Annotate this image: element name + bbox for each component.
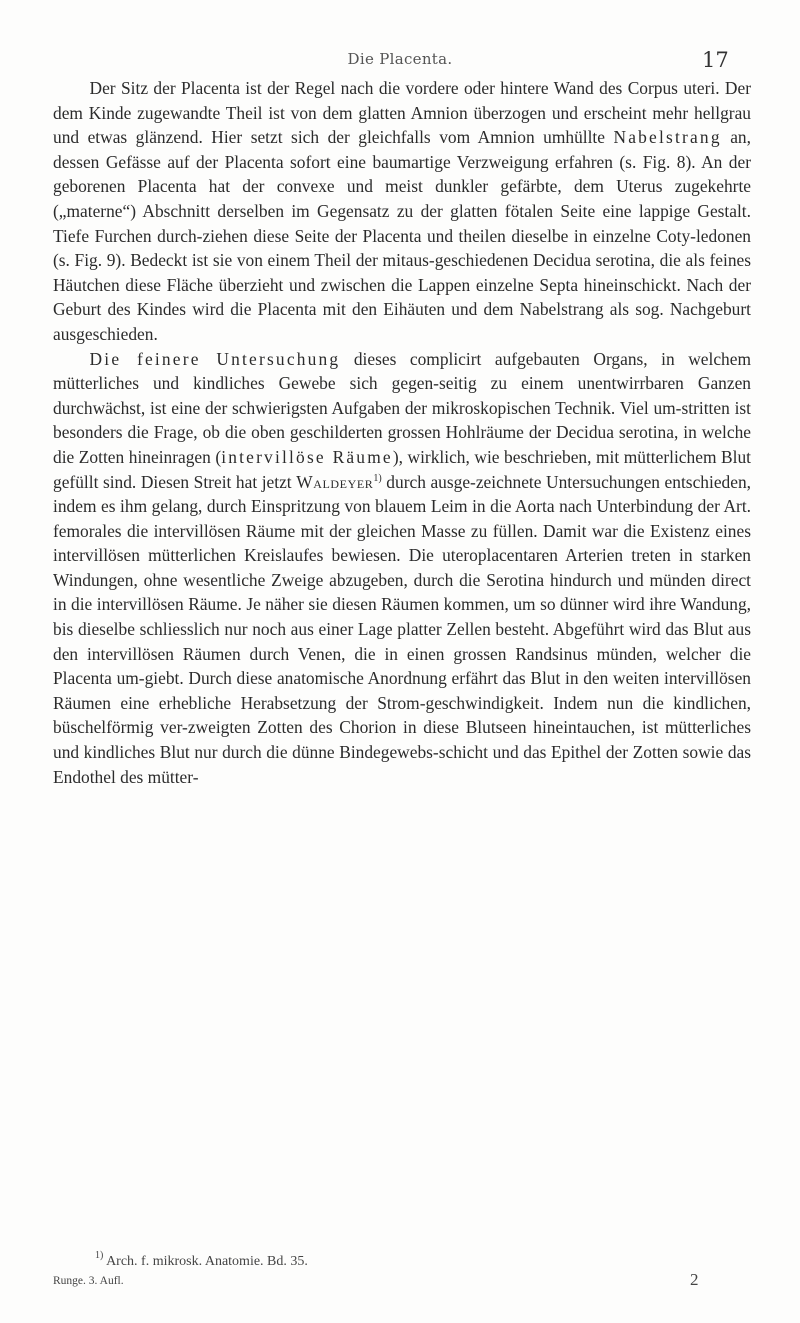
paragraph-text: dieses complicirt aufgebauten Organs, in welchem mütterliches und kindliches Gewebe sich gegen-seitig zu einem unentwirrbaren Ganzen durchwächst, ist eine der schwierigsten Aufgaben der mikroskopischen Technik. Viel um-stritten ist besonders die Frage, ob die oben geschilderten grossen Hohlräume der Decidua serotina, in welche die Zotten hineinragen ( — [53, 348, 751, 467]
signature-line: Runge. 3. Aufl. — [53, 1275, 124, 1287]
emphasized-term-intervillose-raume: intervillöse Räume — [221, 446, 393, 467]
running-title: Die Placenta. — [347, 50, 453, 68]
paragraph-text: ), wirklich, wie beschrieben, mit mütterlichem Blut gefüllt sind. Diesen Streit hat jetzt — [53, 446, 751, 492]
paragraph-fine-structure — [53, 347, 751, 790]
footnote-reference: 1) — [373, 472, 382, 484]
paragraph-text: durch ausge-zeichnete Untersuchungen entschieden, indem es ihm gelang, durch Einspritzung von blauem Leim in die Aorta nach Unterbindung der Art. femorales die intervillösen Räume mit der gleichen Masse zu füllen. Damit war die Existenz eines intervillösen mütterlichen Kreislaufes bewiesen. Die uteroplacentaren Arterien treten in starken Windungen, ohne wesentliche Zweige abzugeben, durch die Serotina hindurch und münden direct in die intervillösen Räume. Je näher sie diesen Räumen kommen, um so dünner wird ihre Wandung, bis dieselbe schliesslich nur noch aus einer Lage platter Zellen besteht. Abgeführt wird das Blut aus den intervillösen Räumen durch Venen, die in einen grossen Randsinus münden, welcher die Placenta um-giebt. Durch diese anatomische Anordnung erfährt das Blut in den weiten intervillösen Räumen eine erhebliche Herabsetzung der Strom-geschwindigkeit. Indem nun die kindlichen, büschelförmig ver-zweigten Zotten des Chorion in diese Blutseen hineintauchen, ist mütterliches und kindliches Blut nur durch die dünne Bindegewebs-schicht und das Epithel der Zotten sowie das Endothel des mütter- — [53, 471, 751, 787]
sheet-number: 2 — [690, 1270, 699, 1289]
footnote-mark: 1) — [95, 1250, 104, 1261]
body-text — [53, 76, 751, 789]
paragraph-text: Der Sitz der Placenta ist der Regel nach die vordere oder hintere Wand des Corpus uteri. Der dem Kinde zugewandte Theil ist von dem glatten Amnion überzogen und erscheint mehr hellgrau und etwas glänzend. Hier setzt sich der gleichfalls vom Amnion umhüllte — [53, 78, 751, 148]
emphasized-term-nabelstrang: Nabelstrang — [613, 127, 722, 148]
page-number: 17 — [702, 48, 729, 72]
paragraph-text: an, dessen Gefässe auf der Placenta sofort eine baumartige Verzweigung erfahren (s. Fig. 8). An der geborenen Placenta hat der convexe und meist dunkler gefärbte, dem Uterus zugekehrte („materne“) Abschnitt derselben im Gegensatz zu der glatten fötalen Seite eine lappige Gestalt. Tiefe Furchen durch-ziehen diese Seite der Placenta und theilen dieselbe in einzelne Coty-ledonen (s. Fig. 9). Bedeckt ist sie von einem Theil der mitaus-geschiedenen Decidua serotina, die als feines Häutchen diese Fläche überzieht und zwischen die Lappen einzelne Septa hineinschickt. Nach der Geburt des Kindes wird die Placenta mit den Eihäuten und dem Nabelstrang als sog. Nachgeburt ausgeschieden. — [53, 127, 751, 344]
page-footer — [53, 1270, 751, 1297]
author-name-waldeyer: Waldeyer — [296, 471, 374, 492]
footnote-text: Arch. f. mikrosk. Anatomie. Bd. 35. — [103, 1254, 308, 1269]
paragraph-placenta-position — [53, 76, 751, 347]
footnote — [95, 1250, 735, 1270]
running-head — [0, 50, 800, 76]
emphasized-term-feinere-untersuchung: Die feinere Untersuchung — [89, 348, 341, 369]
